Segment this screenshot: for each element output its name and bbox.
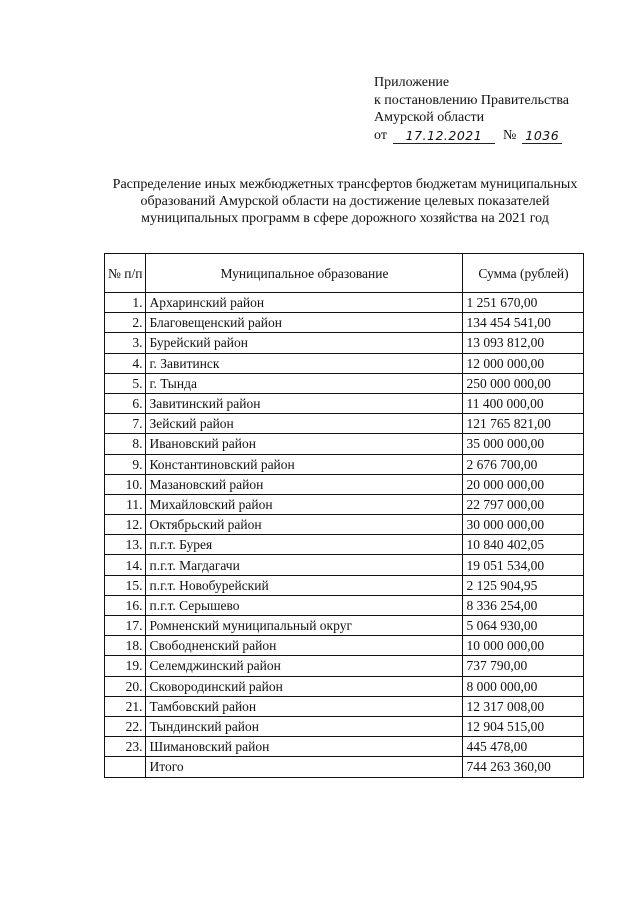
table-row (105, 716, 584, 736)
table-row (105, 535, 584, 555)
document-title (90, 176, 600, 227)
row-number: 10. (105, 474, 146, 494)
total-label: Итого (146, 757, 463, 777)
table-row (105, 353, 584, 373)
row-number: 14. (105, 555, 146, 575)
table-row (105, 393, 584, 413)
table-row (105, 555, 584, 575)
amount: 30 000 000,00 (463, 515, 584, 535)
table-row (105, 373, 584, 393)
amount: 8 336 254,00 (463, 595, 584, 615)
date-number-row (374, 127, 604, 145)
municipality-name: Бурейский район (146, 333, 463, 353)
from-label: от (374, 127, 387, 143)
amount: 737 790,00 (463, 656, 584, 676)
amount: 10 000 000,00 (463, 636, 584, 656)
municipality-name: Тамбовский район (146, 696, 463, 716)
amount: 445 478,00 (463, 737, 584, 757)
table-row (105, 414, 584, 434)
row-number: 15. (105, 575, 146, 595)
table-row (105, 515, 584, 535)
row-number: 22. (105, 716, 146, 736)
municipality-name: Ромненский муниципальный округ (146, 616, 463, 636)
row-number: 23. (105, 737, 146, 757)
table-row (105, 575, 584, 595)
municipality-name: Свободненский район (146, 636, 463, 656)
municipality-name: Архаринский район (146, 293, 463, 313)
amount: 2 676 700,00 (463, 454, 584, 474)
table-row (105, 696, 584, 716)
amount: 11 400 000,00 (463, 393, 584, 413)
municipality-name: Завитинский район (146, 393, 463, 413)
municipality-name: Селемджинский район (146, 656, 463, 676)
row-number: 3. (105, 333, 146, 353)
table-row (105, 676, 584, 696)
amount: 2 125 904,95 (463, 575, 584, 595)
municipality-name: Михайловский район (146, 494, 463, 514)
table-row (105, 293, 584, 313)
municipality-name: Зейский район (146, 414, 463, 434)
municipality-name: Шимановский район (146, 737, 463, 757)
row-number: 2. (105, 313, 146, 333)
municipality-name: п.г.т. Бурея (146, 535, 463, 555)
distribution-table (104, 253, 584, 778)
municipality-name: г. Завитинск (146, 353, 463, 373)
amount: 12 904 515,00 (463, 716, 584, 736)
row-number: 1. (105, 293, 146, 313)
amount: 1 251 670,00 (463, 293, 584, 313)
municipality-name: Тындинский район (146, 716, 463, 736)
title-line-1: Распределение иных межбюджетных трансфертов бюджетам муниципальных (112, 177, 578, 192)
table-row (105, 474, 584, 494)
amount: 13 093 812,00 (463, 333, 584, 353)
resolution-reference: к постановлению Правительства (374, 92, 570, 108)
table-row (105, 434, 584, 454)
total-row (105, 757, 584, 777)
table-body (105, 293, 584, 778)
municipality-name: Константиновский район (146, 454, 463, 474)
row-number: 16. (105, 595, 146, 615)
row-number: 17. (105, 616, 146, 636)
table-row (105, 737, 584, 757)
handwritten-number: 1036 (522, 128, 562, 144)
table-row (105, 454, 584, 474)
row-number: 9. (105, 454, 146, 474)
row-number: 6. (105, 393, 146, 413)
header-municipality: Муниципальное образование (146, 254, 463, 293)
header-sum: Сумма (рублей) (463, 254, 584, 293)
row-number: 8. (105, 434, 146, 454)
municipality-name: г. Тында (146, 373, 463, 393)
table-header-row (105, 254, 584, 293)
title-line-2: образований Амурской области на достижение целевых показателей (140, 194, 550, 209)
municipality-name: Мазановский район (146, 474, 463, 494)
table-row (105, 656, 584, 676)
title-line-3: муниципальных программ в сфере дорожного хозяйства на 2021 год (141, 211, 549, 226)
table-row (105, 313, 584, 333)
municipality-name: п.г.т. Серышево (146, 595, 463, 615)
amount: 121 765 821,00 (463, 414, 584, 434)
table-row (105, 636, 584, 656)
amount: 22 797 000,00 (463, 494, 584, 514)
row-number: 7. (105, 414, 146, 434)
row-number: 12. (105, 515, 146, 535)
table-row (105, 494, 584, 514)
row-number: 13. (105, 535, 146, 555)
amount: 20 000 000,00 (463, 474, 584, 494)
appendix-label: Приложение (374, 75, 450, 90)
amount: 12 317 008,00 (463, 696, 584, 716)
table-row (105, 595, 584, 615)
header-number: № п/п (105, 254, 146, 293)
municipality-name: Сковородинский район (146, 676, 463, 696)
number-label: № (502, 127, 517, 143)
row-number: 20. (105, 676, 146, 696)
row-number: 21. (105, 696, 146, 716)
amount: 5 064 930,00 (463, 616, 584, 636)
municipality-name: Ивановский район (146, 434, 463, 454)
municipality-name: Благовещенский район (146, 313, 463, 333)
appendix-header (374, 74, 604, 144)
municipality-name: Октябрьский район (146, 515, 463, 535)
amount: 250 000 000,00 (463, 373, 584, 393)
amount: 134 454 541,00 (463, 313, 584, 333)
amount: 35 000 000,00 (463, 434, 584, 454)
total-number (105, 757, 146, 777)
municipality-name: п.г.т. Магдагачи (146, 555, 463, 575)
amount: 8 000 000,00 (463, 676, 584, 696)
table-row (105, 616, 584, 636)
municipality-name: п.г.т. Новобурейский (146, 575, 463, 595)
table-row (105, 333, 584, 353)
total-amount: 744 263 360,00 (463, 757, 584, 777)
region-name: Амурской области (374, 110, 485, 125)
row-number: 11. (105, 494, 146, 514)
row-number: 18. (105, 636, 146, 656)
amount: 10 840 402,05 (463, 535, 584, 555)
row-number: 5. (105, 373, 146, 393)
handwritten-date: 17.12.2021 (393, 128, 495, 144)
row-number: 4. (105, 353, 146, 373)
amount: 19 051 534,00 (463, 555, 584, 575)
row-number: 19. (105, 656, 146, 676)
amount: 12 000 000,00 (463, 353, 584, 373)
